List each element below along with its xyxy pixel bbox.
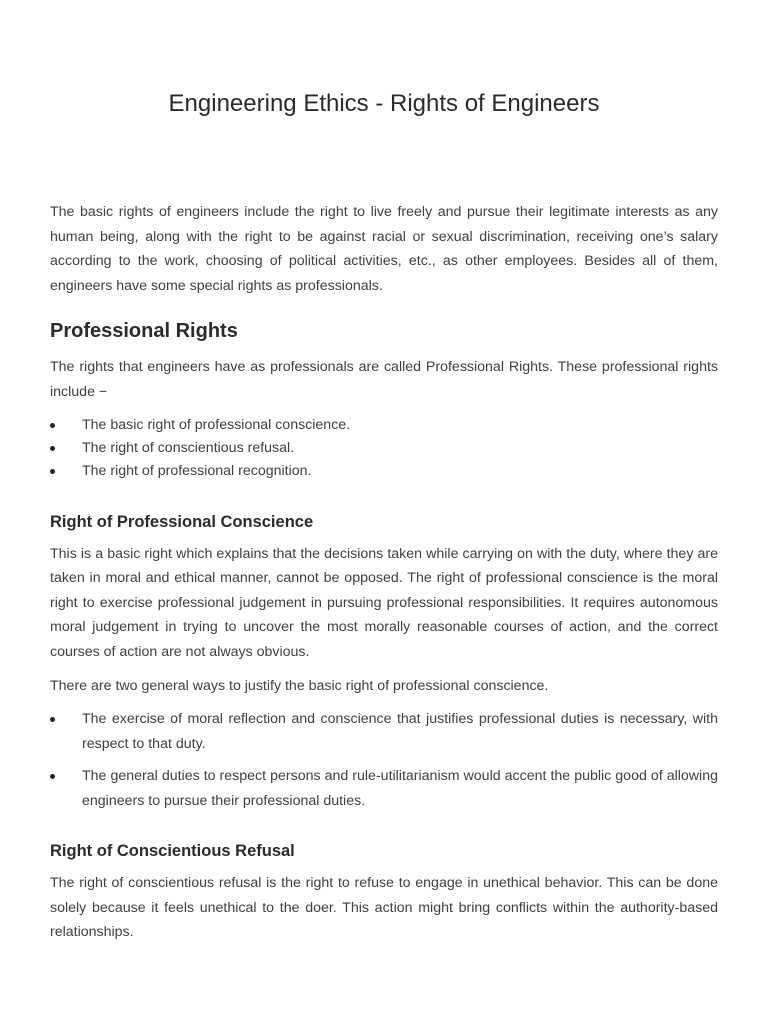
conscience-paragraph: This is a basic right which explains that the decisions taken while carrying on with the duty, where they are taken in moral and ethical manner, cannot be opposed. The right of professional conscience is the moral right to exercise professional judgement in pursuing professional responsibilities. It requires autonomous moral judgement in trying to uncover the most morally reasonable courses of action, and the correct courses of action are not always obvious.: [50, 545, 718, 660]
conscience-justify-paragraph: There are two general ways to justify the basic right of professional conscience.: [50, 677, 549, 694]
bullet-icon: [50, 469, 55, 474]
refusal-paragraph: The right of conscientious refusal is the right to refuse to engage in unethical behavior. This can be done solely because it feels unethical to the doer. This action might bring conflicts within the authority-based relationships.: [50, 875, 718, 941]
professional-rights-paragraph: The rights that engineers have as professionals are called Professional Rights. These professional rights include −: [50, 359, 718, 400]
professional-rights-heading: Professional Rights: [50, 320, 238, 343]
refusal-heading: Right of Conscientious Refusal: [50, 842, 295, 861]
intro-paragraph: The basic rights of engineers include the right to live freely and pursue their legitimate interests as any human being, along with the right to be against racial or sexual discrimination, receiving one’s salary according to the work, choosing of political activities, etc., as other employees. Besides all of them, engineers have some special rights as professionals.: [50, 204, 718, 294]
list-item: The exercise of moral reflection and conscience that justifies professional duties is necessary, with respect to that duty.: [50, 707, 718, 757]
professional-rights-list: [50, 414, 718, 483]
list-item: The basic right of professional conscience.: [50, 414, 718, 437]
page-title: Engineering Ethics - Rights of Engineers: [168, 90, 600, 117]
bullet-icon: [50, 446, 55, 451]
bullet-icon: [50, 423, 55, 428]
bullet-icon: [50, 774, 55, 779]
document-body: [50, 200, 718, 945]
conscience-list: [50, 707, 718, 814]
conscience-heading: Right of Professional Conscience: [50, 512, 314, 531]
list-item: The general duties to respect persons and rule-utilitarianism would accent the public good of allowing engineers to pursue their professional duties.: [50, 764, 718, 814]
list-item: The right of professional recognition.: [50, 460, 718, 483]
list-item: The right of conscientious refusal.: [50, 437, 718, 460]
bullet-icon: [50, 717, 55, 722]
